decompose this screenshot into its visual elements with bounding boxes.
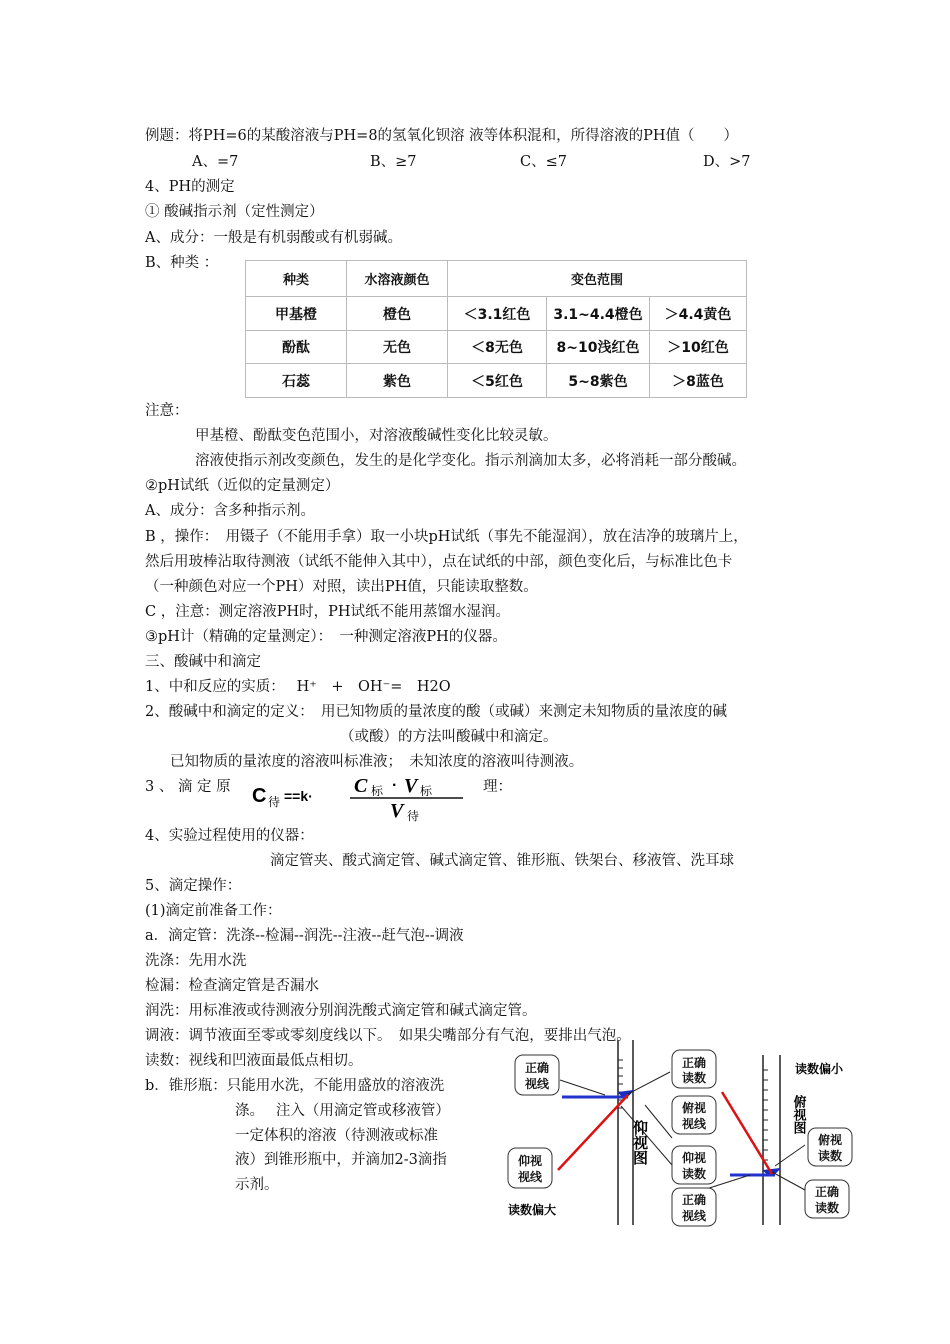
look-down-sight-line <box>722 1092 772 1174</box>
instruments-list: 滴定管夹、酸式滴定管、碱式滴定管、锥形瓶、铁架台、移液管、洗耳球 <box>270 853 734 869</box>
operation-title: 5、滴定操作： <box>145 878 242 894</box>
look-up-figure-label: 仰视图 <box>631 1120 649 1165</box>
table-cell: ＞4.4黄色 <box>650 297 747 331</box>
indicator-types: B、种类 ： <box>145 255 219 271</box>
example-question: 例题：将PH=6的某酸溶液与PH=8的氢氧化钡溶 液等体积混和，所得溶液的PH值（ ） <box>145 128 739 144</box>
instruments-title: 4、实验过程使用的仪器： <box>145 828 314 844</box>
titration-formula <box>250 770 465 822</box>
correct-read-label-b: 读数 <box>681 1071 707 1085</box>
table-cell: ＞10红色 <box>650 331 747 364</box>
correct-line2-label-a: 正确 <box>681 1193 707 1207</box>
ph-paper-operation-3: （一种颜色对应一个PH）对照，读出PH值，只能读取整数。 <box>145 579 538 595</box>
table-cell: 甲基橙 <box>246 297 347 331</box>
look-up-read-label-b: 读数 <box>681 1167 707 1181</box>
option-c: C、≤7 <box>520 154 567 170</box>
right-burette <box>763 1055 780 1225</box>
correct-read2-label-a: 正确 <box>814 1185 840 1199</box>
correct-read2-label-b: 读数 <box>814 1201 840 1215</box>
flask-4: 液）到锥形瓶中，并滴加2-3滴指 <box>235 1152 447 1168</box>
leak-step: 检漏：检查滴定管是否漏水 <box>145 978 319 994</box>
flask-5: 示剂。 <box>235 1177 279 1193</box>
formula-sub-biao: 标 <box>371 784 384 798</box>
flask-1: b．锥形瓶：只能用水洗，不能用盛放的溶液洗 <box>145 1078 445 1094</box>
principle-prefix: 3 、 滴 定 原 <box>145 779 231 795</box>
note-1: 甲基橙、酚酞变色范围小，对溶液酸碱性变化比较灵敏。 <box>195 428 558 444</box>
table-cell: ＜5红色 <box>448 364 547 398</box>
table-cell: 酚酞 <box>246 331 347 364</box>
rinse-step: 润洗：用标准液或待测液分别润洗酸式滴定管和碱式滴定管。 <box>145 1003 537 1019</box>
look-down-line-label-b: 视线 <box>681 1117 707 1131</box>
flask-2: 涤。 注入（用滴定管或移液管） <box>235 1103 450 1119</box>
formula-v-sub-biao: 标 <box>420 784 433 798</box>
titration-definition-3: 已知物质的量浓度的溶液叫标准液； 未知浓度的溶液叫待测液。 <box>170 754 584 770</box>
formula-v2: V <box>390 800 404 822</box>
option-b: B、≥7 <box>370 154 417 170</box>
indicator-title: ① 酸碱指示剂（定性测定） <box>145 204 324 220</box>
titration-definition-2: （或酸）的方法叫酸碱中和滴定。 <box>340 729 558 745</box>
table-cell: 8~10浅红色 <box>547 331 650 364</box>
ph-paper-title: ②pH试纸（近似的定量测定） <box>145 478 340 494</box>
note-2: 溶液使指示剂改变颜色，发生的是化学变化。指示剂滴加太多，必将消耗一部分酸碱。 <box>195 453 746 469</box>
look-up-line-label-b: 视线 <box>517 1170 543 1184</box>
preparation-title: (1)滴定前准备工作： <box>145 903 282 919</box>
formula-v: V <box>404 775 418 797</box>
ph-paper-operation-1: B ，操作： 用镊子（不能用手拿）取一小块pH试纸（事先不能湿润），放在洁净的玻璃片上， <box>145 529 748 545</box>
table-cell: 石蕊 <box>246 364 347 398</box>
table-cell: 5~8紫色 <box>547 364 650 398</box>
formula-dot: · <box>392 777 398 794</box>
table-header: 变色范围 <box>448 261 747 297</box>
note-title: 注意： <box>145 403 189 419</box>
table-header: 种类 <box>246 261 347 297</box>
wash-step: 洗涤：先用水洗 <box>145 953 247 969</box>
table-cell: ＞8蓝色 <box>650 364 747 398</box>
option-a: A、=7 <box>192 154 239 170</box>
adjust-step: 调液：调节液面至零或零刻度线以下。 如果尖嘴部分有气泡，要排出气泡。 <box>145 1028 631 1044</box>
principle-suffix: 理： <box>483 779 512 795</box>
ph-meter: ③pH计（精确的定量测定）： 一种测定溶液PH的仪器。 <box>145 629 507 645</box>
correct-read-label-a: 正确 <box>681 1056 707 1070</box>
table-cell: ＜8无色 <box>448 331 547 364</box>
look-down-line-label-a: 俯视 <box>681 1101 707 1115</box>
read-large-label: 读数偏大 <box>508 1203 557 1217</box>
look-down-read-label-b: 读数 <box>817 1149 843 1163</box>
neutralization-essence: 1、中和反应的实质： H⁺ + OH⁻= H2O <box>145 679 451 695</box>
table-cell: 橙色 <box>347 297 448 331</box>
correct-line-label-b: 视线 <box>524 1077 550 1091</box>
indicator-table <box>245 260 747 398</box>
ph-paper-composition: A、成分：含多种指示剂。 <box>145 503 315 519</box>
indicator-composition: A、成分：一般是有机弱酸或有机弱碱。 <box>145 230 402 246</box>
table-cell: 紫色 <box>347 364 448 398</box>
look-up-read-label-a: 仰视 <box>681 1151 707 1165</box>
ph-paper-note: C ，注意：测定溶液PH时，PH试纸不能用蒸馏水湿润。 <box>145 604 511 620</box>
formula-eq: ==k· <box>284 788 313 804</box>
reading-diagram <box>500 1040 860 1230</box>
section-ph-measurement: 4、PH的测定 <box>145 179 235 195</box>
option-d: D、>7 <box>703 154 751 170</box>
burette-steps: a．滴定管：洗涤--检漏--润洗--注液--赶气泡--调液 <box>145 928 464 944</box>
formula-c2: C <box>354 775 368 797</box>
look-down-read-label-a: 俯视 <box>817 1133 843 1147</box>
ph-paper-operation-2: 然后用玻棒沾取待测液（试纸不能伸入其中），点在试纸的中部，颜色变化后，与标准比色卡 <box>145 554 733 570</box>
formula-c: C <box>252 785 267 807</box>
table-cell: 无色 <box>347 331 448 364</box>
table-cell: ＜3.1红色 <box>448 297 547 331</box>
flask-3: 一定体积的溶液（待测液或标准 <box>235 1128 438 1144</box>
correct-line2-label-b: 视线 <box>681 1209 707 1223</box>
table-header: 水溶液颜色 <box>347 261 448 297</box>
read-small-label: 读数偏小 <box>795 1062 844 1076</box>
formula-sub-dai: 待 <box>268 795 281 809</box>
titration-definition-1: 2、酸碱中和滴定的定义： 用已知物质的量浓度的酸（或碱）来测定未知物质的量浓度的碱 <box>145 704 727 720</box>
correct-line-label-a: 正确 <box>524 1061 550 1075</box>
read-step: 读数：视线和凹液面最低点相切。 <box>145 1053 363 1069</box>
look-up-line-label-a: 仰视 <box>517 1154 543 1168</box>
formula-v-sub-dai: 待 <box>407 809 420 822</box>
look-down-figure-label: 俯视图 <box>790 1095 806 1134</box>
table-cell: 3.1~4.4橙色 <box>547 297 650 331</box>
titration-title: 三、酸碱中和滴定 <box>145 654 261 670</box>
